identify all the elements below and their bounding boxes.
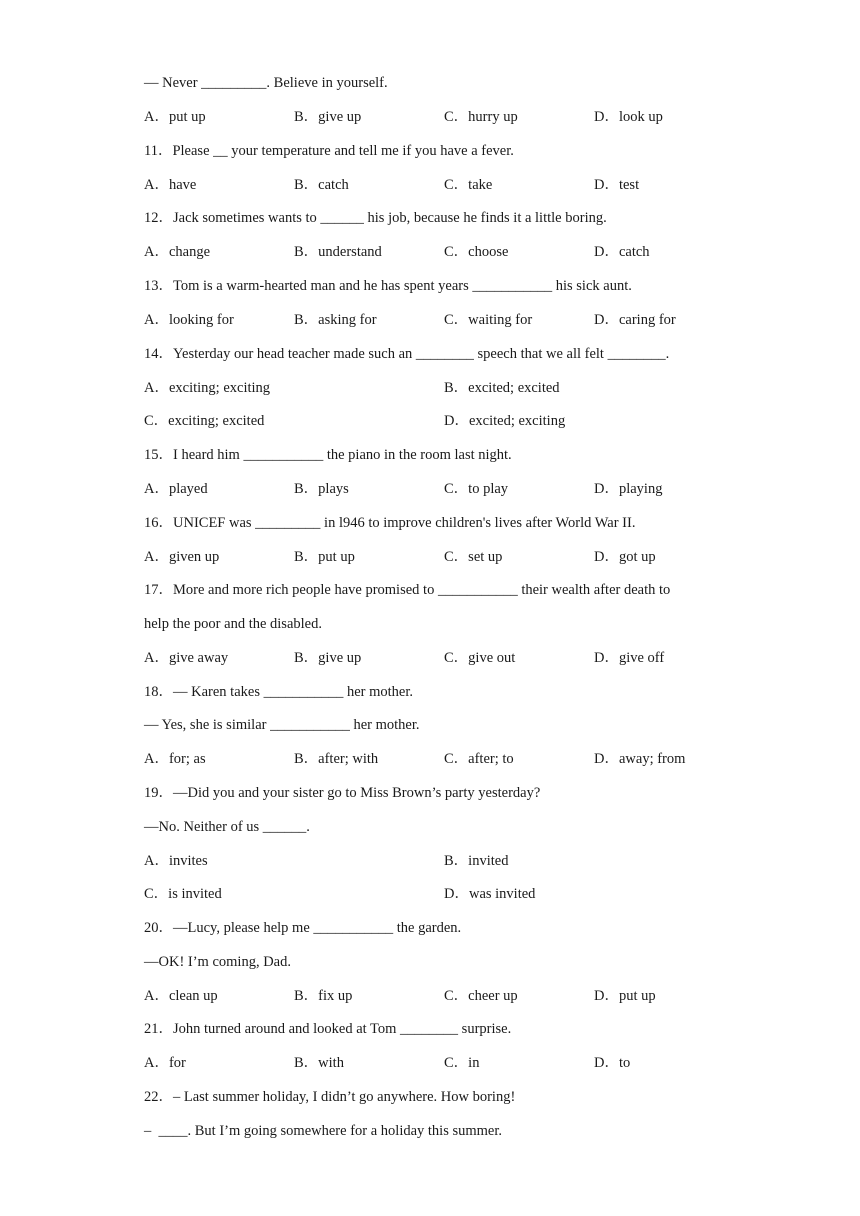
- q19-question: 19．—Did you and your sister go to Miss Brown’s party yesterday?: [144, 785, 541, 801]
- q16-option-a: A．given up: [144, 549, 220, 565]
- q19-option-a: A．invites: [144, 853, 208, 869]
- q19-option-c: C．is invited: [144, 886, 222, 902]
- q13-option-d: D．caring for: [594, 312, 676, 328]
- q18-question-cont: — Yes, she is similar ___________ her mother.: [144, 717, 420, 733]
- q11-option-b: B．catch: [294, 177, 349, 193]
- q14-option-b: B．excited; excited: [444, 380, 560, 396]
- q17-option-d: D．give off: [594, 650, 665, 666]
- q19-question-cont: —No. Neither of us ______.: [144, 819, 310, 835]
- q16-option-d: D．got up: [594, 549, 656, 565]
- q13-option-b: B．asking for: [294, 312, 377, 328]
- q14-question: 14．Yesterday our head teacher made such an ________ speech that we all felt ________.: [144, 346, 670, 362]
- q10-option-a: A．put up: [144, 109, 206, 125]
- q17-question-cont: help the poor and the disabled.: [144, 616, 322, 632]
- q15-option-d: D．playing: [594, 481, 663, 497]
- q10-option-b: B．give up: [294, 109, 362, 125]
- q22-question: 22．– Last summer holiday, I didn’t go anywhere. How boring!: [144, 1089, 516, 1105]
- q15-option-c: C．to play: [444, 481, 509, 497]
- q20-question-cont: —OK! I’m coming, Dad.: [144, 954, 291, 970]
- q15-option-a: A．played: [144, 481, 208, 497]
- q11-option-d: D．test: [594, 177, 640, 193]
- q14-option-a: A．exciting; exciting: [144, 380, 271, 396]
- q10-option-c: C．hurry up: [444, 109, 518, 125]
- q19-option-d: D．was invited: [444, 886, 536, 902]
- q13-option-a: A．looking for: [144, 312, 234, 328]
- q15-question: 15．I heard him ___________ the piano in the room last night.: [144, 447, 512, 463]
- q21-option-d: D．to: [594, 1055, 631, 1071]
- q14-option-d: D．excited; exciting: [444, 413, 566, 429]
- q12-option-b: B．understand: [294, 244, 382, 260]
- q10-option-d: D．look up: [594, 109, 663, 125]
- q18-question: 18．— Karen takes ___________ her mother.: [144, 684, 414, 700]
- q12-option-a: A．change: [144, 244, 211, 260]
- q10-response-line: — Never _________. Believe in yourself.: [144, 75, 388, 91]
- q11-question: 11．Please __ your temperature and tell me if you have a fever.: [144, 143, 514, 159]
- q15-option-b: B．plays: [294, 481, 349, 497]
- q17-option-c: C．give out: [444, 650, 516, 666]
- q16-option-b: B．put up: [294, 549, 355, 565]
- q20-question: 20．—Lucy, please help me ___________ the garden.: [144, 920, 462, 936]
- q19-option-b: B．invited: [444, 853, 509, 869]
- q17-option-b: B．give up: [294, 650, 362, 666]
- q21-option-b: B．with: [294, 1055, 344, 1071]
- q17-option-a: A．give away: [144, 650, 229, 666]
- q16-question: 16．UNICEF was _________ in l946 to improve children's lives after World War II.: [144, 515, 636, 531]
- q18-option-d: D．away; from: [594, 751, 686, 767]
- q11-option-a: A．have: [144, 177, 197, 193]
- q17-question: 17．More and more rich people have promised to ___________ their wealth after death to: [144, 582, 671, 598]
- q12-question: 12．Jack sometimes wants to ______ his job, because he finds it a little boring.: [144, 210, 607, 226]
- q18-option-a: A．for; as: [144, 751, 206, 767]
- q20-option-d: D．put up: [594, 988, 656, 1004]
- q13-question: 13．Tom is a warm-hearted man and he has spent years ___________ his sick aunt.: [144, 278, 632, 294]
- q16-option-c: C．set up: [444, 549, 503, 565]
- q21-option-a: A．for: [144, 1055, 186, 1071]
- q18-option-c: C．after; to: [444, 751, 514, 767]
- q11-option-c: C．take: [444, 177, 493, 193]
- q21-question: 21．John turned around and looked at Tom ________ surprise.: [144, 1021, 512, 1037]
- q20-option-c: C．cheer up: [444, 988, 518, 1004]
- q14-option-c: C．exciting; excited: [144, 413, 265, 429]
- q18-option-b: B．after; with: [294, 751, 379, 767]
- q20-option-b: B．fix up: [294, 988, 353, 1004]
- q22-question-cont: – ____. But I’m going somewhere for a holiday this summer.: [144, 1123, 503, 1139]
- q20-option-a: A．clean up: [144, 988, 218, 1004]
- q13-option-c: C．waiting for: [444, 312, 533, 328]
- q12-option-c: C．choose: [444, 244, 509, 260]
- q21-option-c: C．in: [444, 1055, 480, 1071]
- q12-option-d: D．catch: [594, 244, 650, 260]
